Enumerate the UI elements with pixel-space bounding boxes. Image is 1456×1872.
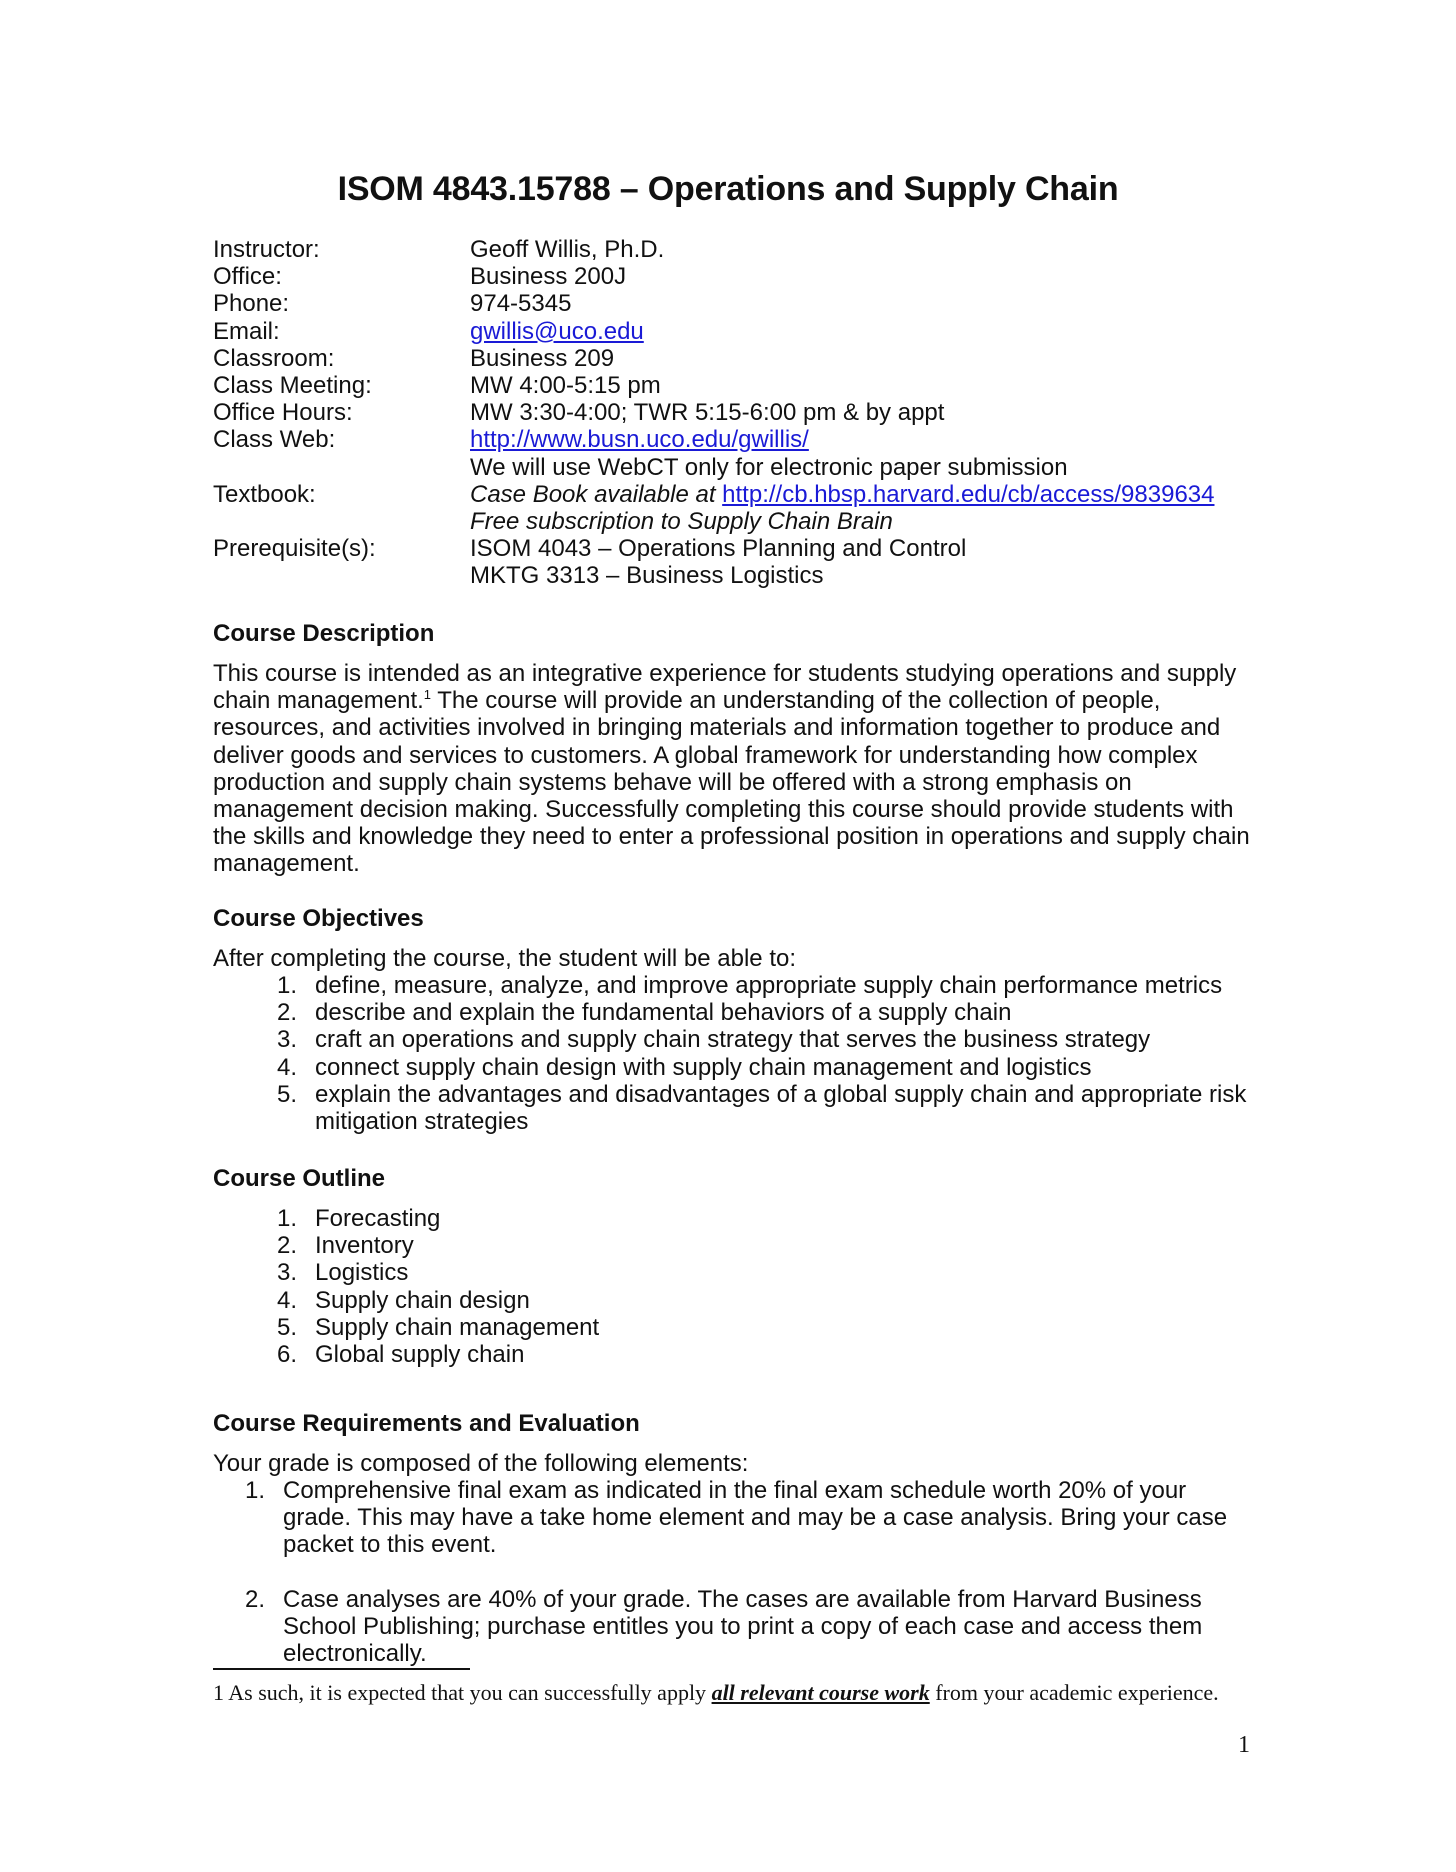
list-item-text: connect supply chain design with supply chain management and logistics <box>315 1053 1092 1081</box>
outline-item <box>213 1314 1253 1341</box>
class-web-note: We will use WebCT only for electronic paper submission <box>470 453 1068 481</box>
info-value: 974-5345 <box>470 290 572 318</box>
info-value-group <box>470 535 1253 589</box>
list-number: 2. <box>244 1585 265 1613</box>
info-label: Instructor: <box>213 236 320 263</box>
info-row-textbook <box>213 481 1253 535</box>
description-text-continued: The course will provide an understanding of the collection of people, resources, and activities involved in bringing materials and information together to produce and deliver goods and services to customers. A global framework for understanding how complex production and supply chain systems behave will be offered with a strong emphasis on management decision making. Successfully completing this course should provide students with the skills and knowledge they need to enter a professional position in operations and supply chain management. <box>213 687 1250 878</box>
info-value: MW 3:30-4:00; TWR 5:15-6:00 pm & by appt <box>470 399 945 427</box>
objective-item <box>213 999 1253 1026</box>
textbook-note: Free subscription to Supply Chain Brain <box>470 508 893 536</box>
list-number: 3. <box>276 1026 297 1054</box>
info-label: Phone: <box>213 290 290 318</box>
info-label: Class Web: <box>213 426 336 454</box>
info-value: Business 200J <box>470 263 627 291</box>
requirement-item <box>213 1586 1253 1668</box>
list-number: 4. <box>276 1286 297 1314</box>
list-item-text: explain the advantages and disadvantages of a global supply chain and appropriate risk mitigation strategies <box>315 1080 1247 1136</box>
list-number: 1. <box>276 972 297 999</box>
prerequisite-item: MKTG 3313 – Business Logistics <box>470 562 824 590</box>
outline-item <box>213 1205 1253 1232</box>
list-item-text: Global supply chain <box>315 1341 525 1369</box>
requirements-intro: Your grade is composed of the following elements: <box>213 1450 749 1477</box>
description-text: This course is intended as an integrative experience for students studying operations and supply chain management. <box>213 660 1237 715</box>
info-label: Textbook: <box>213 480 316 508</box>
section-heading-requirements: Course Requirements and Evaluation <box>213 1410 640 1437</box>
info-row-office-hours <box>213 399 1253 426</box>
objective-item <box>213 972 1253 999</box>
list-item-text: Supply chain management <box>315 1313 600 1341</box>
list-number: 3. <box>276 1259 297 1287</box>
list-item-text: craft an operations and supply chain strategy that serves the business strategy <box>315 1026 1151 1054</box>
info-row-phone <box>213 290 1253 317</box>
class-web-link[interactable]: http://www.busn.uco.edu/gwillis/ <box>470 426 809 454</box>
info-value-group <box>470 481 1253 535</box>
info-label: Class Meeting: <box>213 372 372 400</box>
list-number: 2. <box>276 1232 297 1260</box>
list-item-text: describe and explain the fundamental behaviors of a supply chain <box>315 999 1012 1027</box>
outline-item <box>213 1259 1253 1286</box>
footnote-text-continued: from your academic experience. <box>929 1680 1219 1705</box>
list-number: 1. <box>244 1477 265 1504</box>
footnote-text: 1 As such, it is expected that you can successfully apply <box>213 1680 712 1705</box>
course-info-table <box>213 236 1253 590</box>
course-description-text <box>213 660 1253 878</box>
list-number: 4. <box>276 1053 297 1081</box>
list-item-text: Comprehensive final exam as indicated in the final exam schedule worth 20% of your grade. This may have a take home element and may be a case analysis. Bring your case packet to this event. <box>283 1477 1228 1559</box>
page-number: 1 <box>1238 1732 1250 1758</box>
requirement-item <box>213 1477 1253 1559</box>
info-value: Business 209 <box>470 344 615 372</box>
list-number: 5. <box>276 1080 297 1108</box>
info-row-instructor <box>213 236 1253 263</box>
info-row-email <box>213 318 1253 345</box>
page-title: ISOM 4843.15788 – Operations and Supply Chain <box>337 170 1119 208</box>
requirements-list <box>213 1477 1253 1667</box>
objective-item <box>213 1081 1253 1135</box>
textbook-prefix: Case Book available at <box>470 480 716 508</box>
email-link[interactable]: gwillis@uco.edu <box>470 317 644 345</box>
info-row-meeting <box>213 372 1253 399</box>
info-label: Office: <box>213 263 282 291</box>
footnote-separator <box>213 1668 470 1670</box>
outline-item <box>213 1341 1253 1368</box>
list-number: 2. <box>276 999 297 1027</box>
objectives-list <box>213 972 1253 1135</box>
objective-item <box>213 1054 1253 1081</box>
info-value: Geoff Willis, Ph.D. <box>470 236 665 263</box>
info-label: Email: <box>213 317 280 345</box>
list-number: 5. <box>276 1313 297 1341</box>
section-heading-objectives: Course Objectives <box>213 905 424 932</box>
list-item-text: Forecasting <box>315 1205 441 1232</box>
info-value: MW 4:00-5:15 pm <box>470 372 661 400</box>
info-value-group <box>470 426 1253 480</box>
info-label: Prerequisite(s): <box>213 535 376 563</box>
footnote-emphasis: all relevant course work <box>711 1680 930 1705</box>
list-item-text: Logistics <box>315 1259 409 1287</box>
list-number: 6. <box>276 1341 297 1369</box>
info-label: Office Hours: <box>213 399 353 427</box>
list-number: 1. <box>276 1205 297 1232</box>
info-row-class-web <box>213 426 1253 480</box>
section-heading-description: Course Description <box>213 620 435 647</box>
footnote <box>213 1680 1253 1706</box>
footnote-marker[interactable]: 1 <box>423 687 432 703</box>
info-row-classroom <box>213 345 1253 372</box>
outline-item <box>213 1287 1253 1314</box>
list-item-text: Supply chain design <box>315 1286 530 1314</box>
info-row-prerequisites <box>213 535 1253 589</box>
section-heading-outline: Course Outline <box>213 1165 386 1192</box>
outline-item <box>213 1232 1253 1259</box>
objectives-intro: After completing the course, the student will be able to: <box>213 945 796 972</box>
list-item-text: Case analyses are 40% of your grade. The cases are available from Harvard Business School Publishing; purchase entitles you to print a copy of each case and access them electronically. <box>283 1585 1203 1668</box>
textbook-link[interactable]: http://cb.hbsp.harvard.edu/cb/access/9839634 <box>722 480 1215 508</box>
prerequisite-item: ISOM 4043 – Operations Planning and Control <box>470 535 967 563</box>
outline-list <box>213 1205 1253 1368</box>
info-row-office <box>213 263 1253 290</box>
info-label: Classroom: <box>213 344 335 372</box>
list-item-text: define, measure, analyze, and improve appropriate supply chain performance metrics <box>315 972 1223 999</box>
list-item-text: Inventory <box>315 1232 414 1260</box>
objective-item <box>213 1026 1253 1053</box>
